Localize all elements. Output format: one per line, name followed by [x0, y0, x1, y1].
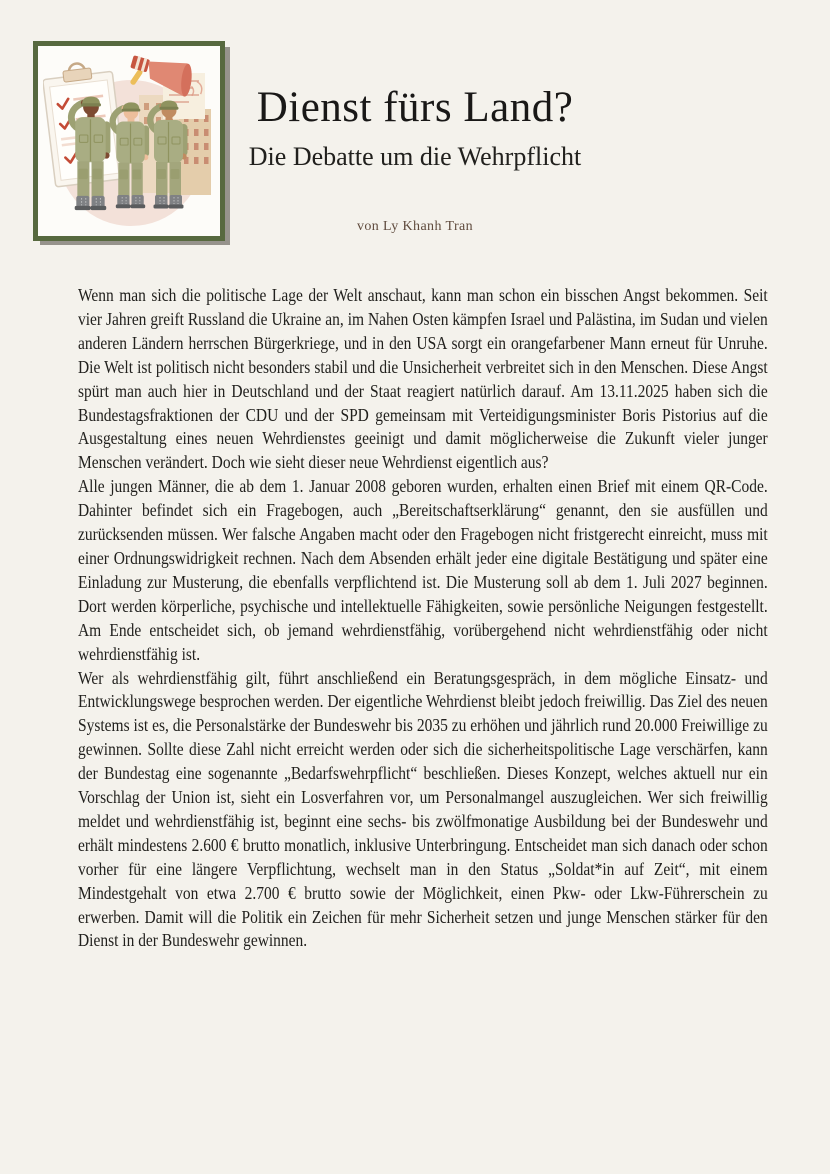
- article-byline: von Ly Khanh Tran: [356, 219, 474, 234]
- article-title: Dienst fürs Land?: [256, 84, 574, 131]
- article-paragraph-3: Wer als wehrdienstfähig gilt, führt anschließend ein Beratungsgespräch, in dem mögliche Einsatz- und Entwicklungswege besprochen werden. Der eigentliche Wehrdienst bleibt jedoch freiwillig. Das Ziel des neuen Systems ist es, die Personalstärke der Bundeswehr bis 2035 zu erhöhen und jährlich rund 20.000 Freiwillige zu gewinnen. Sollte diese Zahl nicht erreicht werden oder sich die sicherheitspolitische Lage verschärfen, kann der Bundestag eine sogenannte „Bedarfswehrpflicht“ beschließen. Dieses Konzept, welches aktuell nur ein Vorschlag der Union ist, sieht ein Losverfahren vor, um Personalmangel auszugleichen. Wer sich freiwillig meldet und wehrdienstfähig ist, beginnt eine sechs- bis zwölfmonatige Ausbildung bei der Bundeswehr und erhält mindestens 2.600 € brutto monatlich, inklusive Unterbringung. Entscheidet man sich danach oder schon vorher für eine längere Verpflichtung, wechselt man in den Status „Soldat*in auf Zeit“, mit einem Mindestgehalt von etwa 2.700 € brutto sowie der Möglichkeit, einen Pkw- oder Lkw-Führerschein zu erwerben. Damit will die Politik ein Zeichen für mehr Sicherheit setzen und junge Menschen stärker für den Dienst in der Bundeswehr gewinnen.: [78, 667, 768, 951]
- article-paragraph-2: Alle jungen Männer, die ab dem 1. Januar 2008 geboren wurden, erhalten einen Brief mit einem QR-Code. Dahinter befindet sich ein Fragebogen, auch „Bereitschaftserklärung“ genannt, den sie ausfüllen und zurücksenden müssen. Wer falsche Angaben macht oder den Fragebogen nicht fristgerecht einreicht, muss mit einer Ordnungswidrigkeit rechnen. Nach dem Absenden erhält jeder eine digitale Bestätigung und später eine Einladung zur Musterung, die ebenfalls verpflichtend ist. Die Musterung soll ab dem 1. Juli 2027 beginnen. Dort werden körperliche, psychische und intellektuelle Fähigkeiten, sowie persönliche Neigungen festgestellt. Am Ende entscheidet sich, ob jemand wehrdienstfähig, vorübergehend nicht wehrdienstfähig oder nicht wehrdienstfähig ist.: [78, 476, 768, 664]
- article-body: [78, 284, 768, 953]
- article-header: [0, 86, 830, 235]
- article-subtitle: Die Debatte um die Wehrpflicht: [248, 142, 582, 171]
- article-paragraph-1: Wenn man sich die politische Lage der Welt anschaut, kann man schon ein bisschen Angst bekommen. Seit vier Jahren greift Russland die Ukraine an, im Nahen Osten kämpfen Israel und Palästina, im Sudan und vielen anderen Ländern herrschen Bürgerkriege, und in den USA sorgt ein orangefarbener Mann erneut für Unruhe. Die Welt ist politisch nicht besonders stabil und die Unsicherheit verbreitet sich in den Menschen. Diese Angst spürt man auch hier in Deutschland und der Staat reagiert natürlich darauf. Am 13.11.2025 haben sich die Bundestagsfraktionen der CDU und der SPD gemeinsam mit Verteidigungsminister Boris Pistorius auf die Ausgestaltung eines neuen Wehrdienstes geeinigt und damit möglicherweise die Zukunft vieler junger Menschen verändert. Doch wie sieht dieser neue Wehrdienst eigentlich aus?: [78, 285, 768, 473]
